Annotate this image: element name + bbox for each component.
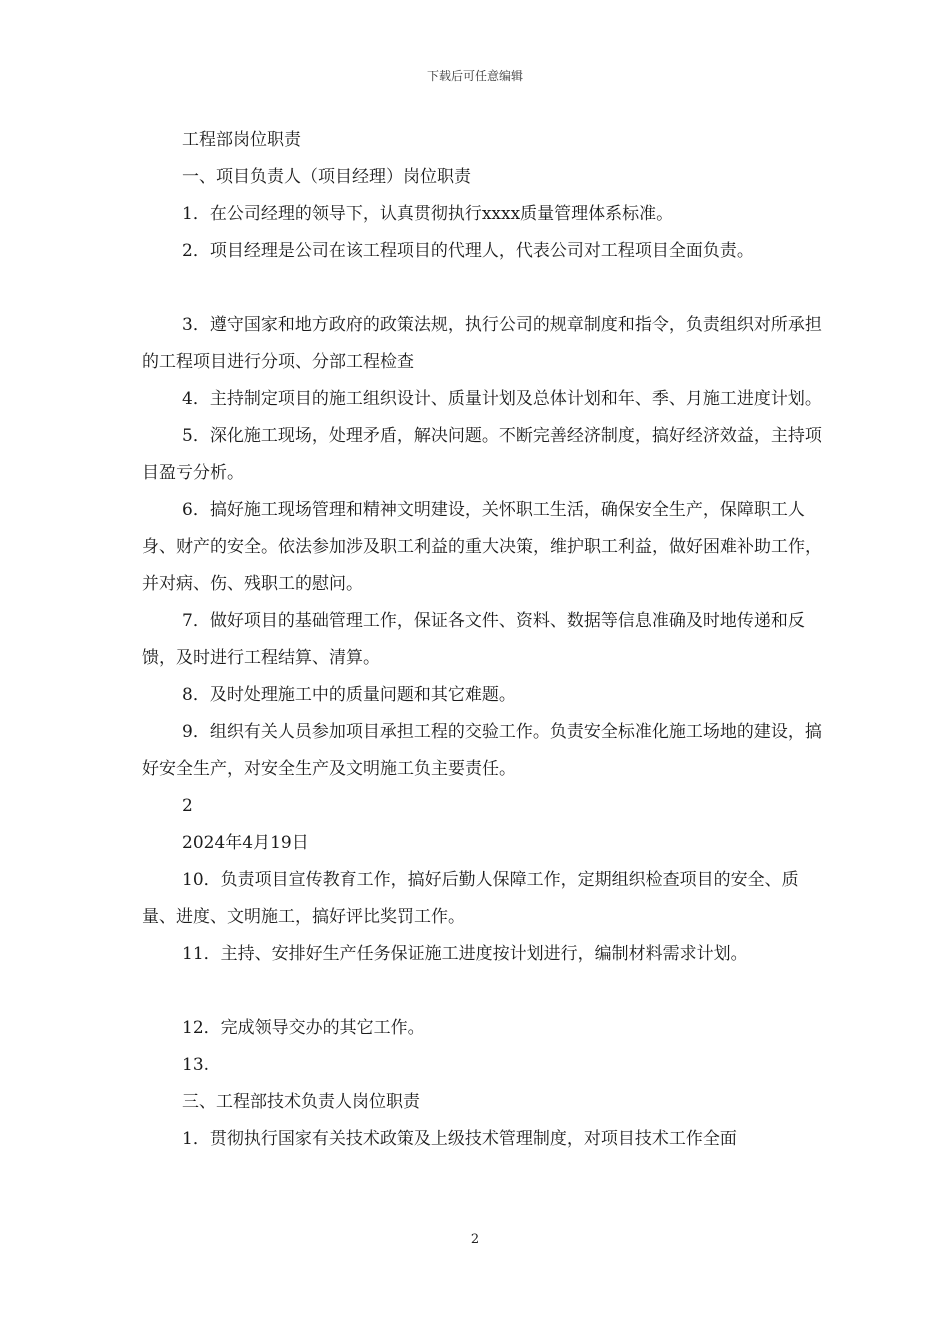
paragraph: 11．主持、安排好生产任务保证施工进度按计划进行，编制材料需求计划。 [182, 944, 748, 964]
paragraph: 12．完成领导交办的其它工作。 [182, 1018, 425, 1038]
paragraph: 10．负责项目宣传教育工作，搞好后勤人保障工作，定期组织检查项目的安全、质量、进度、文明施工，搞好评比奖罚工作。 [142, 870, 799, 927]
paragraph: 9．组织有关人员参加项目承担工程的交验工作。负责安全标准化施工场地的建设，搞好安全生产，对安全生产及文明施工负主要责任。 [142, 722, 822, 779]
blank-line [142, 270, 822, 307]
paragraph: 1．贯彻执行国家有关技术政策及上级技术管理制度，对项目技术工作全面 [182, 1129, 737, 1149]
paragraph: 4．主持制定项目的施工组织设计、质量计划及总体计划和年、季、月施工进度计划。 [182, 389, 822, 409]
paragraph: 6．搞好施工现场管理和精神文明建设，关怀职工生活，确保安全生产，保障职工人身、财产的安全。依法参加涉及职工利益的重大决策，维护职工利益，做好困难补助工作，并对病、伤、残职工的慰问。 [142, 500, 822, 594]
date-line: 2024年4月19日 [182, 833, 309, 853]
paragraph: 1．在公司经理的领导下，认真贯彻执行xxxx质量管理体系标准。 [182, 204, 674, 224]
paragraph: 7．做好项目的基础管理工作，保证各文件、资料、数据等信息准确及时地传递和反馈，及时进行工程结算、清算。 [142, 611, 805, 668]
paragraph: 2．项目经理是公司在该工程项目的代理人，代表公司对工程项目全面负责。 [182, 241, 754, 261]
section-heading: 三、工程部技术负责人岗位职责 [182, 1092, 420, 1112]
paragraph: 5．深化施工现场，处理矛盾，解决问题。不断完善经济制度，搞好经济效益，主持项目盈亏分析。 [142, 426, 822, 483]
paragraph: 8．及时处理施工中的质量问题和其它难题。 [182, 685, 516, 705]
section-title: 工程部岗位职责 [182, 130, 301, 150]
page-number: 2 [470, 1232, 480, 1247]
blank-line [142, 973, 822, 1010]
section-heading: 一、项目负责人（项目经理）岗位职责 [182, 167, 471, 187]
paragraph: 2 [182, 796, 193, 816]
paragraph: 13. [182, 1055, 210, 1075]
document-body [142, 122, 822, 1158]
paragraph: 3．遵守国家和地方政府的政策法规，执行公司的规章制度和指令，负责组织对所承担的工程项目进行分项、分部工程检查 [142, 315, 822, 372]
header-note: 下载后可任意编辑 [426, 69, 523, 83]
